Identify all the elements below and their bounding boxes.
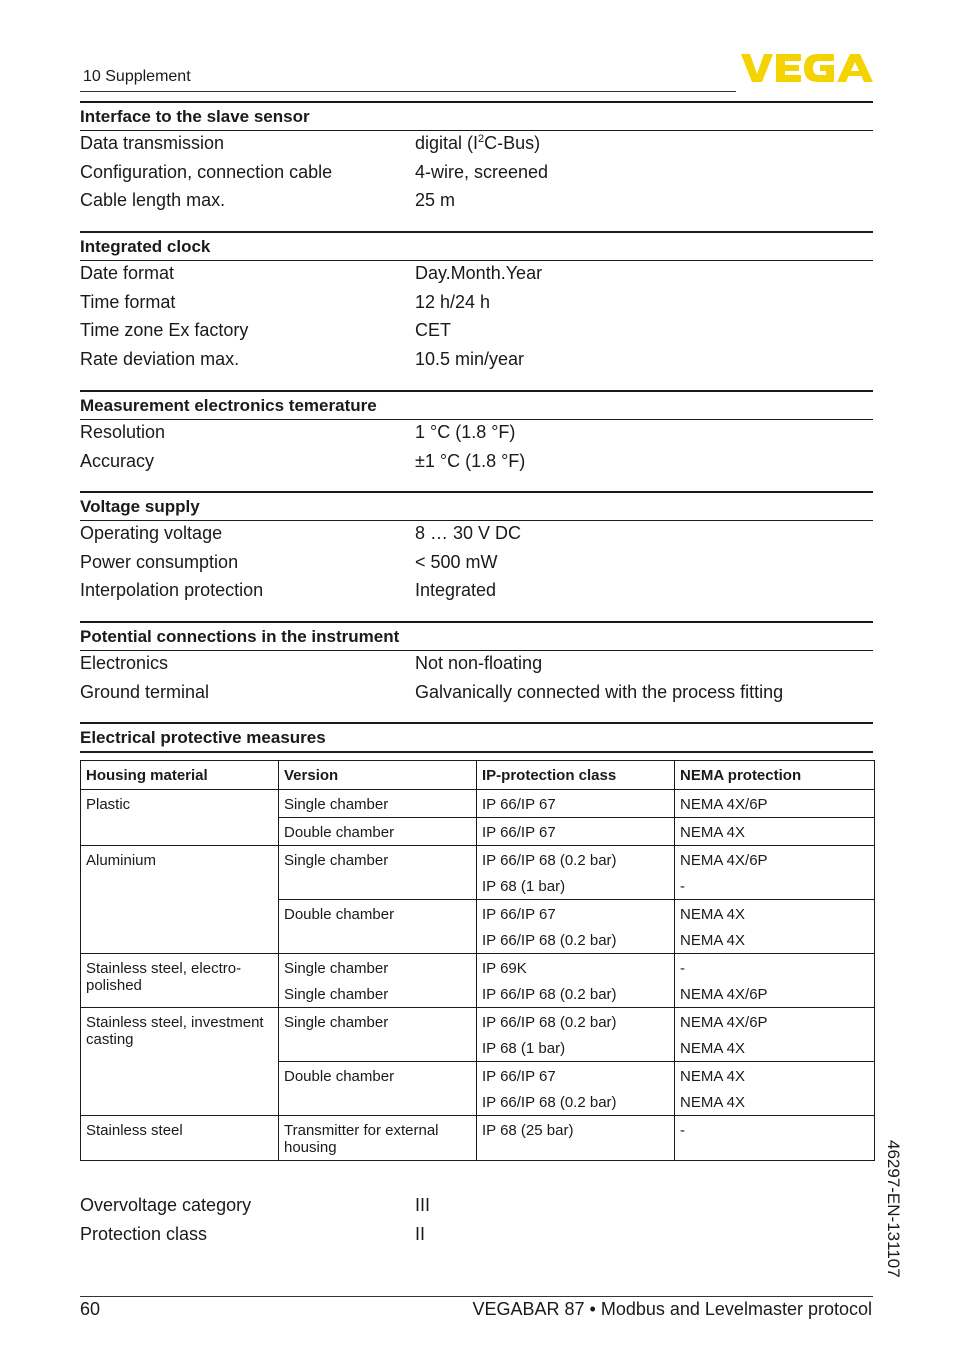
- table-row: [81, 1008, 875, 1062]
- table-header-row: [81, 761, 875, 790]
- version-cell: Double chamber: [279, 1062, 477, 1116]
- spec-value: 12 h/24 h: [415, 291, 491, 312]
- spec-row: [80, 347, 873, 376]
- ip-cell: IP 66/IP 67: [477, 818, 675, 846]
- spec-label: Interpolation protection: [80, 580, 264, 601]
- spec-value: 8 … 30 V DC: [415, 523, 522, 543]
- spec-row: [80, 651, 873, 680]
- page-number: 60: [80, 1299, 101, 1319]
- ip-cell: IP 66/IP 67: [477, 790, 675, 818]
- housing-material-cell: Stainless steel: [81, 1116, 279, 1161]
- spec-value: 4-wire, screened: [415, 161, 549, 182]
- spec-label: Time format: [80, 291, 176, 312]
- spec-label: Operating voltage: [80, 523, 223, 543]
- version-cell: Transmitter for external housing: [279, 1116, 477, 1161]
- spec-row: [80, 680, 873, 709]
- spec-value: ±1 °C (1.8 °F): [415, 450, 526, 471]
- spec-row: [80, 1222, 873, 1251]
- nema-cell: -: [675, 1116, 875, 1161]
- ip-cell: IP 68 (25 bar): [477, 1116, 675, 1161]
- spec-label: Accuracy: [80, 450, 155, 471]
- spec-label: Power consumption: [80, 551, 239, 572]
- footer-title: VEGABAR 87 • Modbus and Levelmaster protocol: [472, 1299, 872, 1319]
- spec-value: Galvanically connected with the process fitting: [415, 681, 784, 702]
- spec-value: 25 m: [415, 190, 456, 211]
- spec-label: Protection class: [80, 1223, 208, 1244]
- nema-cell: NEMA 4X: [675, 818, 875, 846]
- column-header: NEMA protection: [675, 761, 875, 790]
- table-row: [81, 846, 875, 900]
- section-title: Integrated clock: [80, 237, 211, 256]
- spec-label: Electronics: [80, 653, 169, 673]
- spec-value: 1 °C (1.8 °F): [415, 422, 516, 442]
- section-integrated-clock: [80, 231, 873, 376]
- vega-logo: [741, 52, 873, 84]
- nema-cell: NEMA 4X NEMA 4X: [675, 900, 875, 954]
- spec-row: [80, 318, 873, 347]
- spec-row: [80, 131, 873, 160]
- section-slave-interface: [80, 101, 873, 217]
- version-cell: Single chamber: [279, 1008, 477, 1062]
- table-row: [81, 954, 875, 1008]
- nema-cell: - NEMA 4X/6P: [675, 954, 875, 1008]
- section-extra-ratings: [80, 1193, 873, 1250]
- spec-row: [80, 290, 873, 319]
- nema-cell: NEMA 4X NEMA 4X: [675, 1062, 875, 1116]
- column-header: IP-protection class: [477, 761, 675, 790]
- spec-label: Rate deviation max.: [80, 349, 240, 370]
- version-cell: Single chamber: [279, 790, 477, 818]
- section-title: Interface to the slave sensor: [80, 107, 310, 126]
- spec-label: Resolution: [80, 422, 166, 442]
- ip-cell: IP 66/IP 67 IP 66/IP 68 (0.2 bar): [477, 1062, 675, 1116]
- table-row: [81, 1116, 875, 1161]
- spec-label: Data transmission: [80, 133, 225, 153]
- protection-table: [80, 760, 875, 1161]
- version-cell: Double chamber: [279, 900, 477, 954]
- spec-value: III: [415, 1195, 431, 1215]
- nema-cell: NEMA 4X/6P: [675, 790, 875, 818]
- spec-value: II: [415, 1223, 426, 1244]
- section-voltage-supply: [80, 491, 873, 607]
- spec-value: digital $(I^2C-Bus)$: [415, 133, 541, 153]
- spec-label: Time zone Ex factory: [80, 320, 249, 341]
- spec-value: < 500 mW: [415, 551, 498, 572]
- section-title: Potential connections in the instrument: [80, 627, 400, 646]
- ip-cell: IP 66/IP 68 (0.2 bar) IP 68 (1 bar): [477, 1008, 675, 1062]
- spec-row: [80, 550, 873, 579]
- spec-label: Configuration, connection cable: [80, 161, 333, 182]
- document-code: 46297-EN-131107: [884, 1140, 903, 1278]
- spec-value: Not non-floating: [415, 653, 543, 673]
- spec-value: Day.Month.Year: [415, 263, 543, 283]
- spec-row: [80, 160, 873, 189]
- column-header: Version: [279, 761, 477, 790]
- version-cell: Double chamber: [279, 818, 477, 846]
- housing-material-cell: Stainless steel, investment casting: [81, 1008, 279, 1116]
- table-row: [81, 790, 875, 818]
- spec-row: [80, 1193, 873, 1222]
- ip-cell: IP 66/IP 67 IP 66/IP 68 (0.2 bar): [477, 900, 675, 954]
- housing-material-cell: Stainless steel, electro-polished: [81, 954, 279, 1008]
- spec-row: [80, 521, 873, 550]
- version-cell: Single chamber: [279, 846, 477, 900]
- section-electrical-protection: [80, 722, 873, 753]
- chapter-heading: 10 Supplement: [83, 68, 191, 85]
- column-header: Housing material: [81, 761, 279, 790]
- spec-value: CET: [415, 320, 451, 341]
- version-cell: Single chamber Single chamber: [279, 954, 477, 1008]
- spec-label: Cable length max.: [80, 190, 226, 211]
- nema-cell: NEMA 4X/6P NEMA 4X: [675, 1008, 875, 1062]
- spec-row: [80, 578, 873, 607]
- spec-label: Ground terminal: [80, 681, 210, 702]
- spec-row: [80, 261, 873, 290]
- housing-material-cell: Aluminium: [81, 846, 279, 954]
- footer-rule: [80, 1296, 873, 1297]
- spec-row: [80, 188, 873, 217]
- section-title: Electrical protective measures: [80, 728, 326, 747]
- spec-row: [80, 420, 873, 449]
- spec-label: Date format: [80, 263, 175, 283]
- section-potential-connections: [80, 621, 873, 708]
- spec-row: [80, 449, 873, 478]
- spec-value: 10.5 min/year: [415, 349, 525, 370]
- ip-cell: IP 69K IP 66/IP 68 (0.2 bar): [477, 954, 675, 1008]
- section-title: Voltage supply: [80, 497, 200, 516]
- section-electronics-temperature: [80, 390, 873, 477]
- section-rule: [80, 751, 873, 753]
- ip-cell: IP 66/IP 68 (0.2 bar) IP 68 (1 bar): [477, 846, 675, 900]
- nema-cell: NEMA 4X/6P -: [675, 846, 875, 900]
- spec-label: Overvoltage category: [80, 1195, 252, 1215]
- section-title: Measurement electronics temerature: [80, 396, 377, 415]
- housing-material-cell: Plastic: [81, 790, 279, 846]
- header-rule: [80, 91, 736, 92]
- spec-value: Integrated: [415, 580, 497, 601]
